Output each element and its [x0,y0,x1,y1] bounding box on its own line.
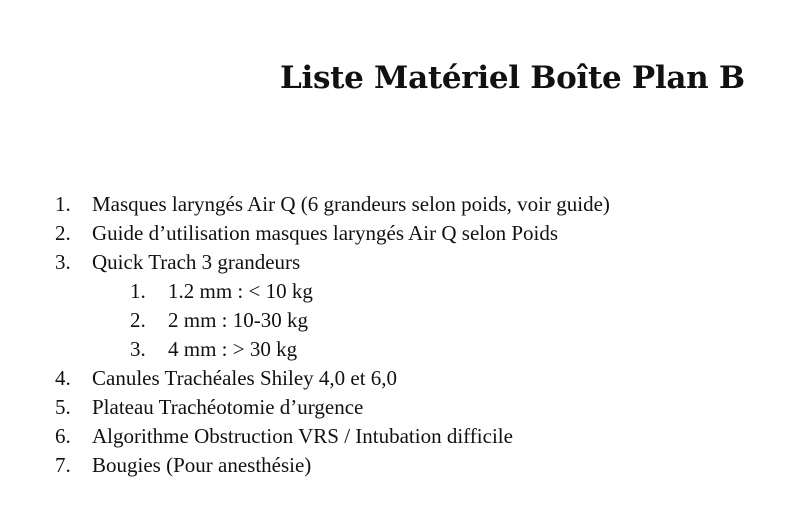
sub-list-item-number: 3. [130,337,146,361]
sub-list-item-number: 2. [130,308,146,332]
list-item-text: Bougies (Pour anesthésie) [92,453,312,477]
list-item-text: Quick Trach 3 grandeurs [92,250,301,274]
list-item-text: Algorithme Obstruction VRS / Intubation difficile [92,424,513,448]
list-item-number: 6. [55,424,71,448]
list-item-text: Plateau Trachéotomie d’urgence [92,395,364,419]
list-item-text: Canules Trachéales Shiley 4,0 et 6,0 [92,366,398,390]
sub-list-item [0,277,808,306]
document-title: Liste Matériel Boîte Plan B [280,60,745,96]
list-item-number: 4. [55,366,71,390]
sub-list-item-number: 1. [130,279,146,303]
list-item [0,219,808,248]
list-item-number: 2. [55,221,71,245]
sub-list-item-text: 1.2 mm : < 10 kg [168,279,313,303]
list-item-number: 1. [55,192,71,216]
sub-list-item [0,335,808,364]
sub-list-item [0,306,808,335]
list-item [0,364,808,393]
sub-list-item-text: 2 mm : 10-30 kg [168,308,308,332]
list-item-text: Guide d’utilisation masques laryngés Air Q selon Poids [92,221,559,245]
equipment-list [0,190,808,480]
list-item [0,393,808,422]
list-item [0,190,808,219]
list-item [0,451,808,480]
list-item-number: 3. [55,250,71,274]
list-item-number: 5. [55,395,71,419]
list-item-number: 7. [55,453,71,477]
list-item-text: Masques laryngés Air Q (6 grandeurs selon poids, voir guide) [92,192,610,216]
list-item [0,422,808,451]
list-item [0,248,808,277]
sub-list-item-text: 4 mm : > 30 kg [168,337,298,361]
